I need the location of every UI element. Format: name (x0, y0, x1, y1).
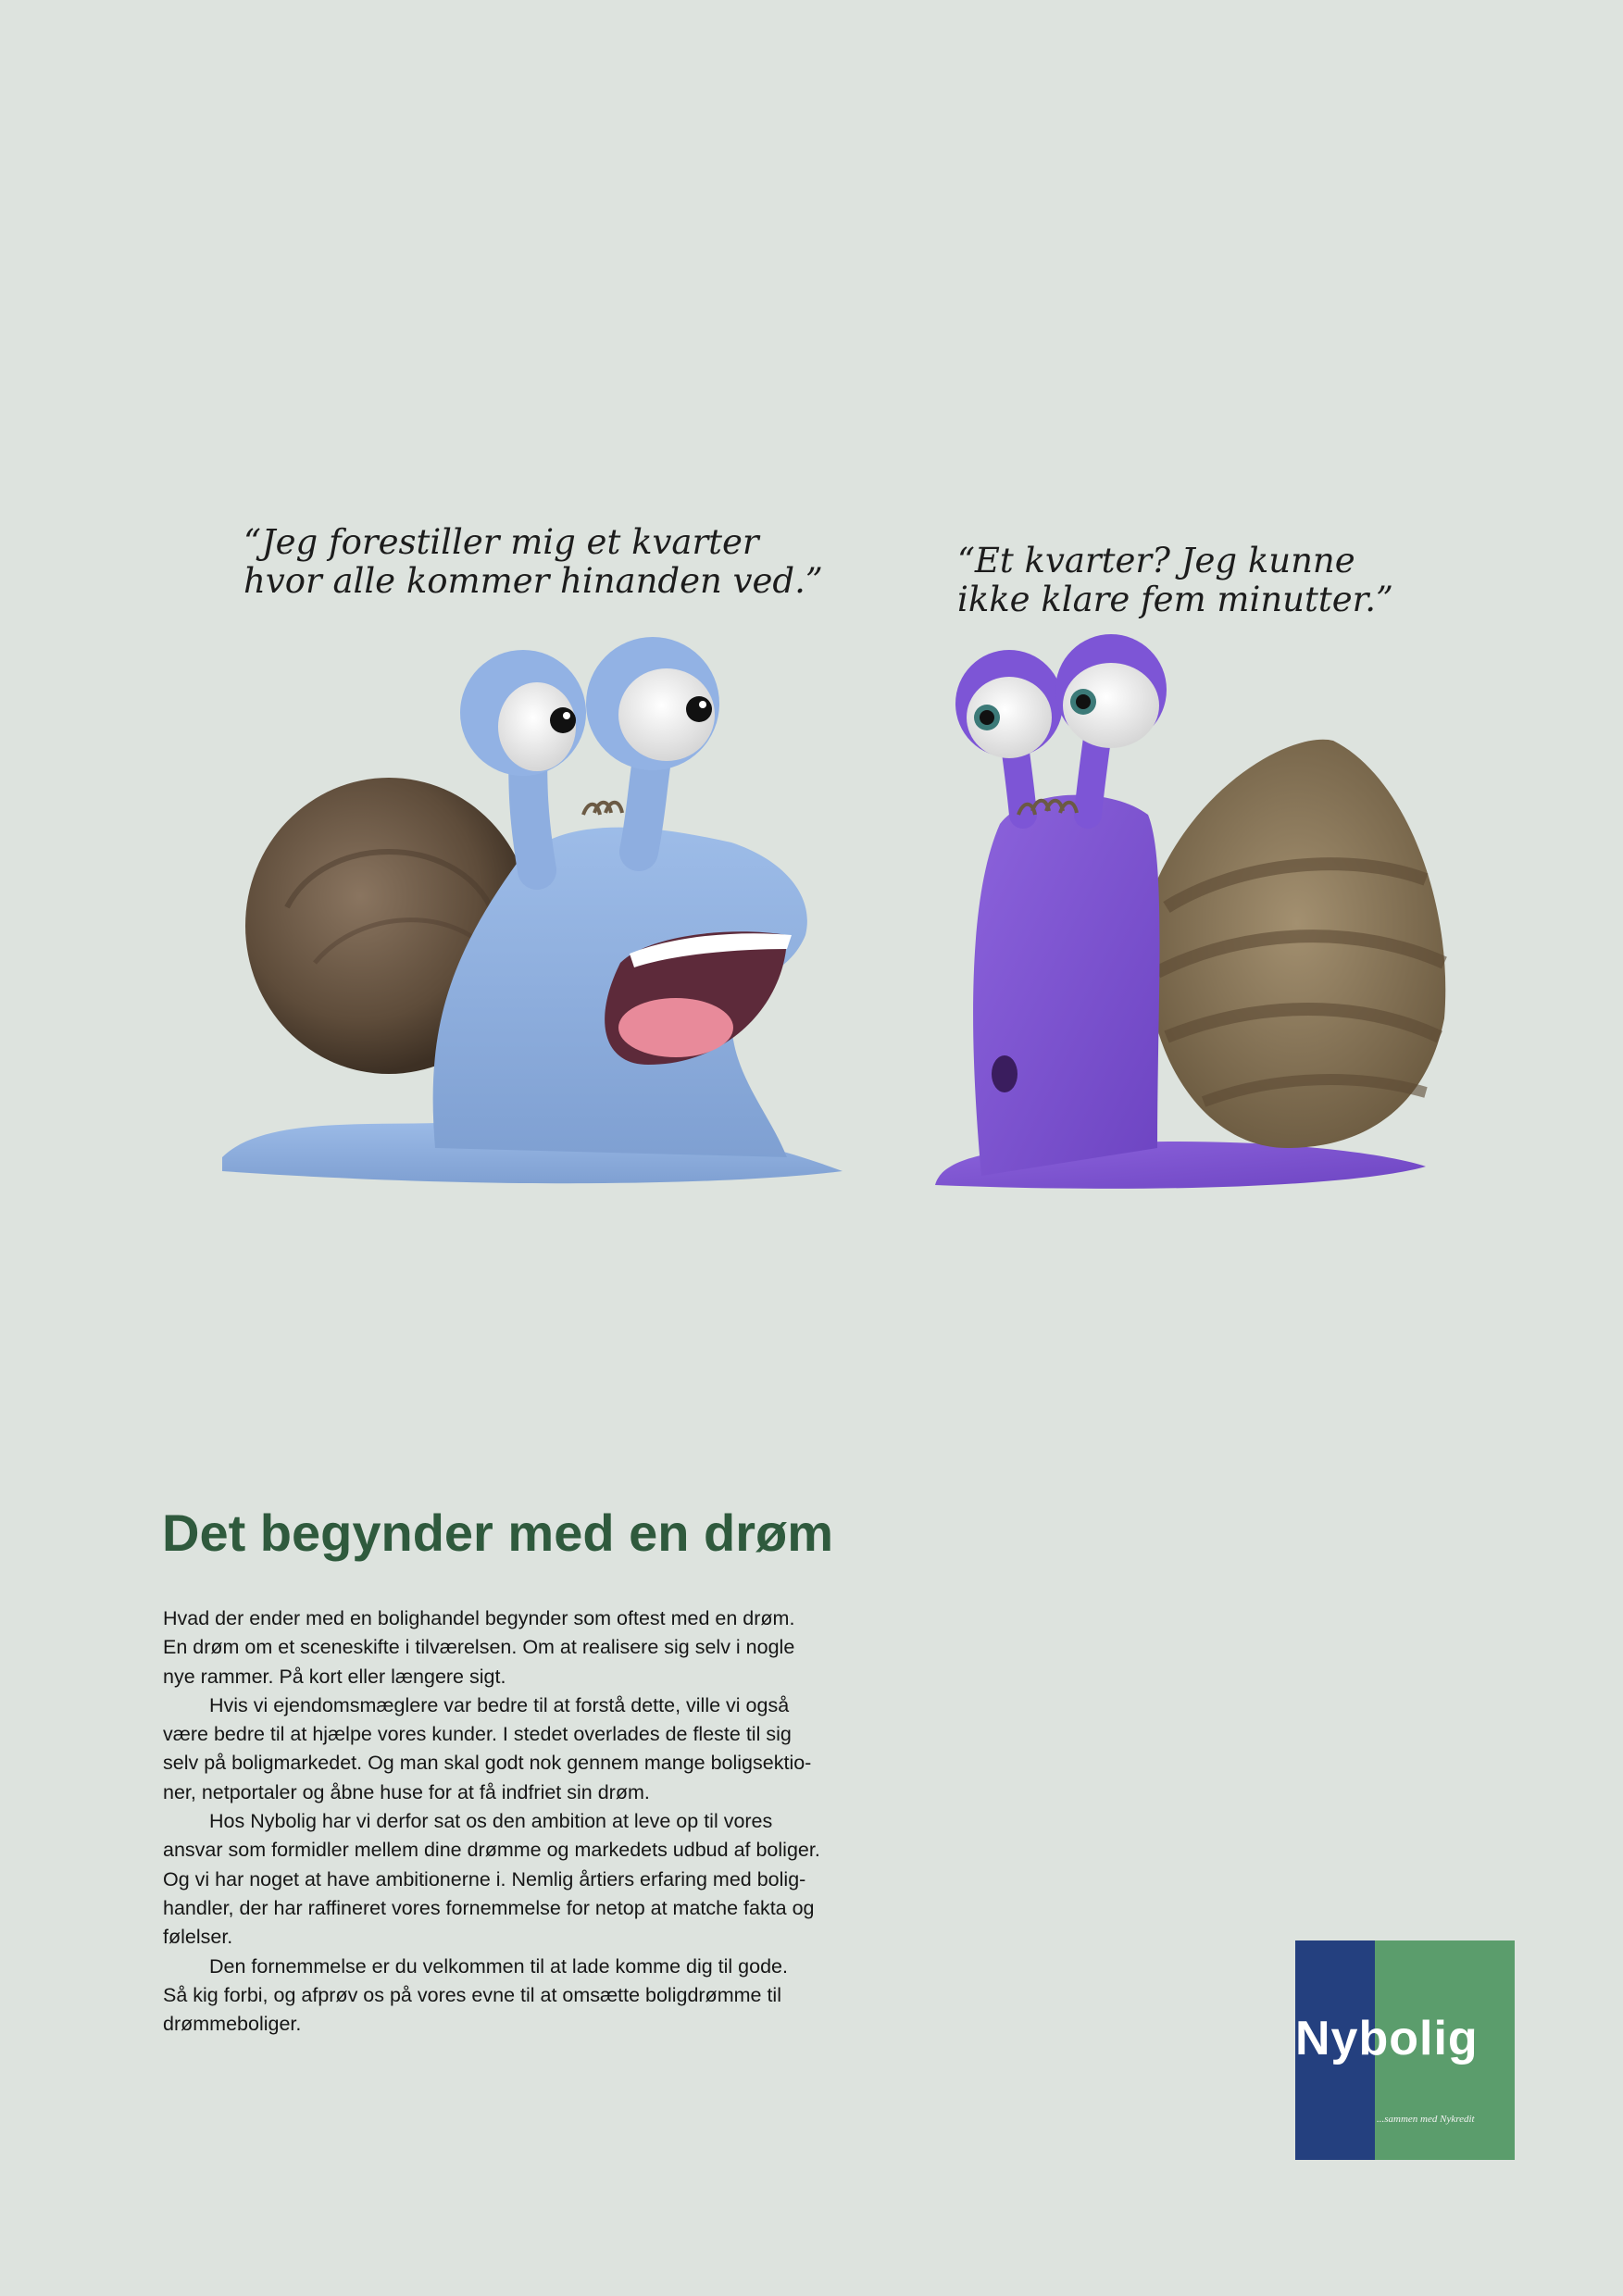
quote-left-line2: hvor alle kommer hinanden ved.” (243, 561, 823, 601)
headline: Det begynder med en drøm (162, 1504, 834, 1562)
body-line: Hos Nybolig har vi derfor sat os den ambition at leve op til vores (209, 1810, 773, 1833)
body-line: Så kig forbi, og afprøv os på vores evne til at omsætte boligdrømme til (163, 1983, 781, 2006)
body-line: Og vi har noget at have ambitionerne i. Nemlig årtiers erfaring med bolig- (163, 1867, 806, 1890)
quote-left-line1: “Jeg forestiller mig et kvarter (243, 522, 759, 562)
body-line: følelser. (163, 1926, 233, 1949)
blue-snail-illustration (213, 630, 861, 1222)
body-line: Den fornemmelse er du velkommen til at lade komme dig til gode. (209, 1954, 788, 1978)
body-line: Hvad der ender med en bolighandel begynder som oftest med en drøm. (163, 1607, 795, 1629)
quote-right-line2: ikke klare fem minutter.” (957, 580, 1393, 619)
blue-snail-tongue (618, 998, 733, 1057)
nybolig-logo (1295, 1940, 1515, 2160)
logo-wordmark: Nybolig (1295, 2012, 1479, 2065)
body-line: handler, der har raffineret vores fornemmelse for netop at matche fakta og (163, 1896, 815, 1919)
quote-right-line1: “Et kvarter? Jeg kunne (957, 541, 1355, 580)
body-line: drømmeboliger. (163, 2013, 302, 2036)
body-line: nye rammer. På kort eller længere sigt. (163, 1665, 506, 1688)
purple-snail-body (973, 795, 1159, 1176)
body-line: være bedre til at hjælpe vores kunder. I stedet overlades de fleste til sig (163, 1723, 792, 1746)
quote-right (957, 542, 1393, 619)
purple-snail-illustration (926, 630, 1463, 1222)
body-line: ansvar som formidler mellem dine drømme og markedets udbud af boliger. (163, 1839, 820, 1862)
purple-snail-mouth (992, 1055, 1017, 1092)
body-line: Hvis vi ejendomsmæglere var bedre til at forstå dette, ville vi også (209, 1693, 790, 1716)
body-line: selv på boligmarkedet. Og man skal godt nok gennem mange boligsektio- (163, 1752, 812, 1775)
body-line: En drøm om et sceneskifte i tilværelsen. Om at realisere sig selv i nogle (163, 1636, 795, 1659)
quote-left (243, 523, 823, 601)
logo-tagline: ...sammen med Nykredit (1377, 2114, 1475, 2125)
body-line: ner, netportaler og åbne huse for at få indfriet sin drøm. (163, 1780, 650, 1803)
body-text (163, 1604, 848, 2039)
